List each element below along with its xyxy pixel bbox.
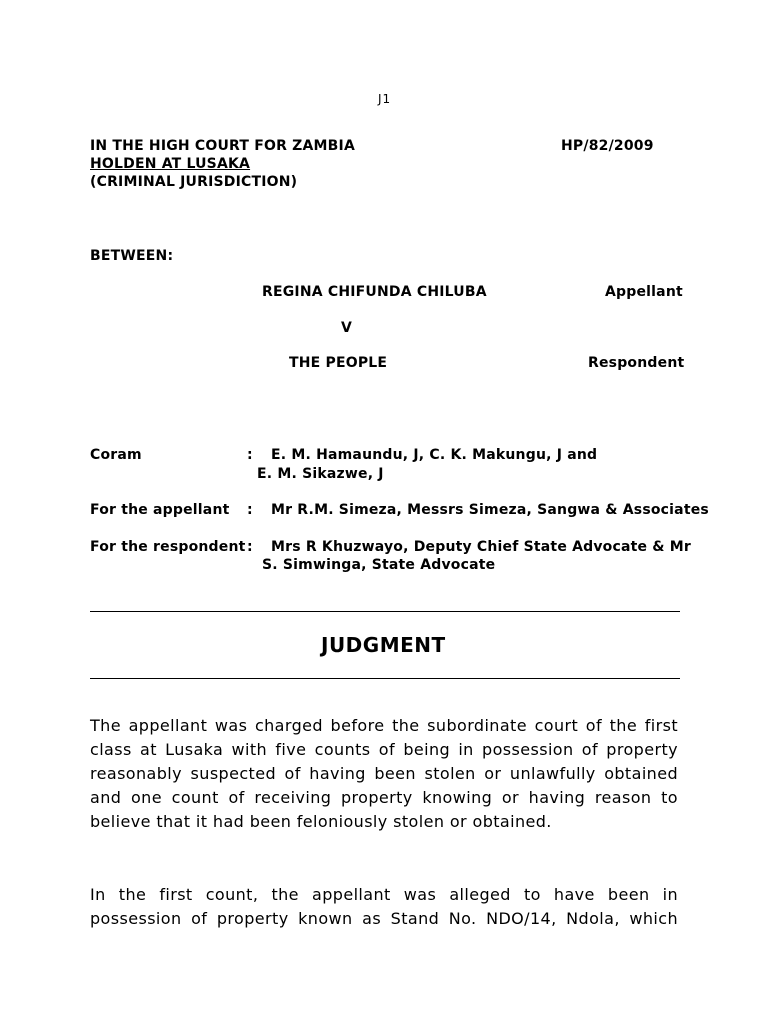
respondent-counsel-line2: S. Simwinga, State Advocate xyxy=(262,557,496,573)
paragraph-1-line: believe that it had been feloniously stolen or obtained. xyxy=(90,812,552,831)
versus-marker: V xyxy=(341,320,353,336)
coram-judges-line1: E. M. Hamaundu, J, C. K. Makungu, J and xyxy=(271,447,598,463)
court-jurisdiction: (CRIMINAL JURISDICTION) xyxy=(90,174,298,190)
coram-judges-line2: E. M. Sikazwe, J xyxy=(257,466,384,482)
case-number: HP/82/2009 xyxy=(561,138,654,154)
court-name: IN THE HIGH COURT FOR ZAMBIA xyxy=(90,138,355,154)
divider-bottom xyxy=(90,678,680,679)
coram-separator: : xyxy=(247,447,253,463)
court-location: HOLDEN AT LUSAKA xyxy=(90,156,251,172)
appellant-role: Appellant xyxy=(605,284,683,300)
respondent-counsel-line1: Mrs R Khuzwayo, Deputy Chief State Advocate & Mr xyxy=(271,539,692,555)
page-number: J1 xyxy=(378,92,392,106)
respondent-counsel-label: For the respondent xyxy=(90,539,246,555)
paragraph-2-line: In the first count, the appellant was alleged to have been in xyxy=(90,885,678,904)
paragraph-2 xyxy=(90,883,678,931)
appellant-name: REGINA CHIFUNDA CHILUBA xyxy=(262,284,487,300)
paragraph-2-line: possession of property known as Stand No. NDO/14, Ndola, which xyxy=(90,909,678,928)
paragraph-1-line: The appellant was charged before the subordinate court of the first xyxy=(90,716,678,735)
appellant-counsel-value: Mr R.M. Simeza, Messrs Simeza, Sangwa & Associates xyxy=(271,502,709,518)
paragraph-1-line: reasonably suspected of having been stolen or unlawfully obtained xyxy=(90,764,678,783)
respondent-role: Respondent xyxy=(588,355,685,371)
appellant-counsel-separator: : xyxy=(247,502,253,518)
paragraph-1-line: class at Lusaka with five counts of being in possession of property xyxy=(90,740,678,759)
coram-label: Coram xyxy=(90,447,142,463)
paragraph-1 xyxy=(90,714,678,834)
respondent-counsel-separator: : xyxy=(247,539,253,555)
appellant-counsel-label: For the appellant xyxy=(90,502,230,518)
paragraph-1-line: and one count of receiving property knowing or having reason to xyxy=(90,788,678,807)
divider-top xyxy=(90,611,680,612)
between-label: BETWEEN: xyxy=(90,248,174,264)
judgment-title: JUDGMENT xyxy=(321,633,446,657)
respondent-name: THE PEOPLE xyxy=(289,355,388,371)
